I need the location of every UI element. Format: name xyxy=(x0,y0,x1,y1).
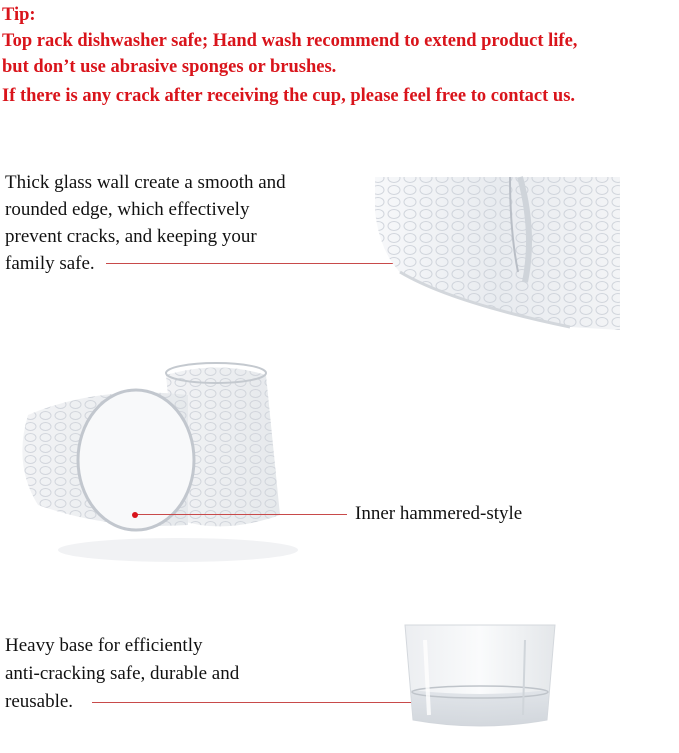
callout-inner-hammered: Inner hammered-style xyxy=(355,503,523,524)
callout-line: Heavy base for efficiently xyxy=(5,635,203,656)
tip-heading: Tip: xyxy=(2,5,36,25)
callout-line: reusable. xyxy=(5,691,74,712)
tip-line-2: but don’t use abrasive sponges or brushes. xyxy=(2,57,337,77)
callout-line: prevent cracks, and keeping your xyxy=(5,226,257,247)
callout-line: family safe. xyxy=(5,253,95,274)
tip-line-3: If there is any crack after receiving the cup, please feel free to contact us. xyxy=(2,86,576,106)
callout-line: anti-cracking safe, durable and xyxy=(5,663,240,684)
callout-line: rounded edge, which effectively xyxy=(5,199,250,220)
callout-line: Thick glass wall create a smooth and xyxy=(5,172,286,193)
two-tumblers-image xyxy=(8,355,298,575)
leader-line xyxy=(92,702,432,703)
leader-dot xyxy=(132,512,138,518)
glass-base-image xyxy=(395,620,565,750)
tip-line-1: Top rack dishwasher safe; Hand wash recommend to extend product life, xyxy=(2,31,578,51)
leader-line xyxy=(135,514,347,515)
glass-rim-closeup-image xyxy=(370,172,620,332)
